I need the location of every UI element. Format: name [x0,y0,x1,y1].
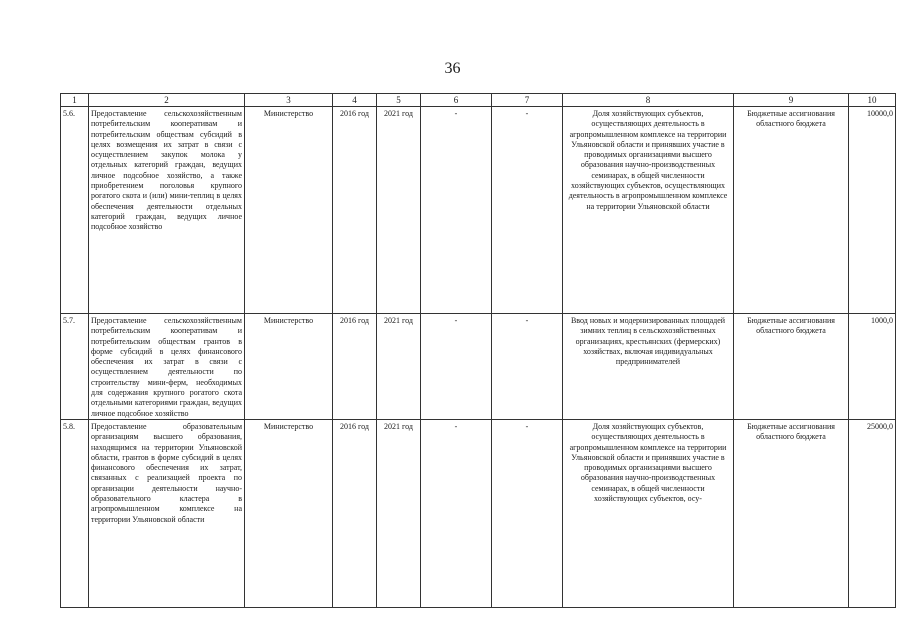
start-year: 2016 год [333,419,377,607]
header-cell: 2 [89,94,245,107]
header-cell: 5 [377,94,421,107]
funding-amount: 25000,0 [849,419,896,607]
funding-amount: 10000,0 [849,107,896,314]
header-cell: 7 [492,94,563,107]
header-cell: 9 [734,94,849,107]
header-cell: 6 [421,94,492,107]
header-cell: 10 [849,94,896,107]
program-measures-table [60,93,896,608]
end-year: 2021 год [377,107,421,314]
header-row [61,94,896,107]
funding-source: Бюджетные ассигнования областного бюджета [734,419,849,607]
col7-value: - [492,107,563,314]
start-year: 2016 год [333,107,377,314]
funding-source: Бюджетные ассигнования областного бюджета [734,107,849,314]
row-number: 5.8. [61,419,89,607]
header-cell: 3 [245,94,333,107]
row-number: 5.7. [61,314,89,420]
measure-name: Предоставление сельскохозяйственным потребительским кооперативам и потребительским обществам субсидий в целях возмещения их затрат в связи с осуществлением закупок молока у отдельных категорий граждан, ведущих личное подсобное хозяйство, а также приобретением поголовья крупного рогатого скота и (или) мини-теплиц в целях обеспечения деятельности отдельных категорий граждан, ведущих личное подсобное хозяйство [89,107,245,314]
measure-name: Предоставление сельскохозяйственным потребительским кооперативам и потребительским обществам грантов в форме субсидий в целях финансового обеспечения их затрат в связи с осуществлением деятельности по строительству мини-ферм, необходимых для содержания крупного рогатого скота отдельными категориями граждан, ведущих личное подсобное хозяйство [89,314,245,420]
row-number: 5.6. [61,107,89,314]
executor: Министерство [245,419,333,607]
funding-amount: 1000,0 [849,314,896,420]
funding-source: Бюджетные ассигнования областного бюджета [734,314,849,420]
col7-value: - [492,419,563,607]
indicator: Доля хозяйствующих субъектов, осуществляющих деятельность в агропромышленном комплексе на территории Ульяновской области и принявших участие в проводимых организациями высшего образования научно-производственных семинарах, в общей численности хозяйствующих субъектов, осу- [563,419,734,607]
table-row [61,419,896,607]
page-number: 36 [444,60,461,77]
indicator: Ввод новых и модернизированных площадей зимних теплиц в сельскохозяйственных организациях, крестьянских (фермерских) хозяйствах, включая индивидуальных предпринимателей [563,314,734,420]
header-cell: 1 [61,94,89,107]
header-cell: 4 [333,94,377,107]
indicator: Доля хозяйствующих субъектов, осуществляющих деятельность в агропромышленном комплексе на территории Ульяновской области и принявших участие в проводимых организациями высшего образования научно-производственных семинарах, в общей численности хозяйствующих субъектов, осуществляющих деятельность в агропромышленном комплексе на территории Ульяновской области [563,107,734,314]
start-year: 2016 год [333,314,377,420]
end-year: 2021 год [377,314,421,420]
header-cell: 8 [563,94,734,107]
table-row [61,107,896,314]
executor: Министерство [245,107,333,314]
col6-value: - [421,419,492,607]
table-row [61,314,896,420]
executor: Министерство [245,314,333,420]
col6-value: - [421,314,492,420]
col7-value: - [492,314,563,420]
end-year: 2021 год [377,419,421,607]
col6-value: - [421,107,492,314]
measure-name: Предоставление образовательным организациям высшего образования, находящимся на территории Ульяновской области, грантов в форме субсидий в целях финансового обеспечения их затрат, связанных с реализацией проекта по организации деятельности научно-образовательного кластера в агропромышленном комплексе на территории Ульяновской области [89,419,245,607]
